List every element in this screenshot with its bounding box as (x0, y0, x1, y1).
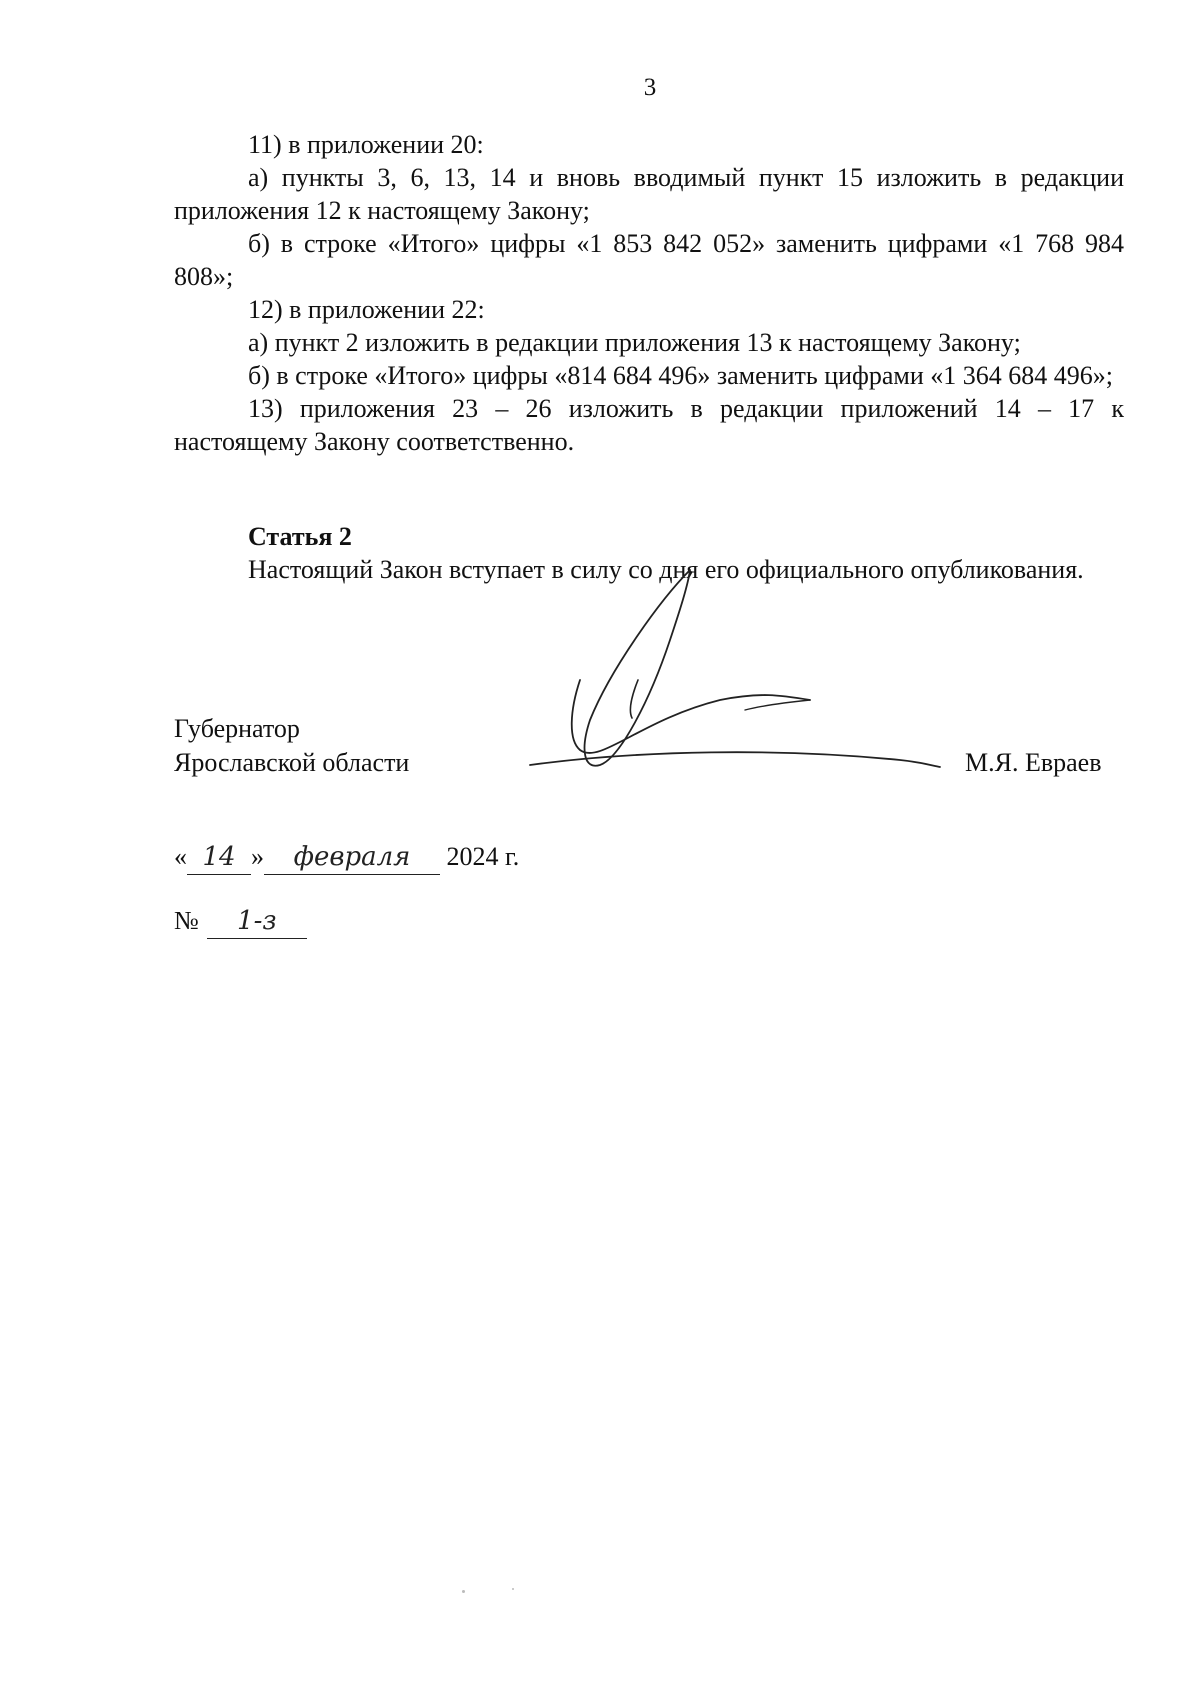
scan-artifact (512, 1588, 514, 1590)
signature-image (520, 560, 1000, 810)
page-number: 3 (643, 74, 657, 101)
paragraph-12a: а) пункт 2 изложить в редакции приложения 13 к настоящему Закону; (248, 328, 1021, 357)
paragraph-13: 13) приложения 23 – 26 изложить в редакции приложений 14 – 17 к настоящему Закону соответственно. (174, 394, 1124, 456)
law-number-value: 1-з (207, 904, 307, 939)
paragraph-12: 12) в приложении 22: (248, 295, 485, 324)
signing-date (174, 840, 519, 875)
signatory-position-line1: Губернатор (174, 714, 300, 743)
date-open-quote: « (174, 842, 187, 871)
law-number (174, 904, 307, 939)
date-month: февраля (264, 840, 440, 875)
article-text: Настоящий Закон вступает в силу со дня его официального опубликования. (248, 555, 1084, 584)
article-title: Статья 2 (248, 522, 352, 551)
paragraph-11a: а) пункты 3, 6, 13, 14 и вновь вводимый пункт 15 изложить в редакции приложения 12 к настоящему Закону; (174, 163, 1124, 225)
paragraph-11b: б) в строке «Итого» цифры «1 853 842 052» заменить цифрами «1 768 984 808»; (174, 229, 1124, 291)
date-close-quote: » (251, 842, 264, 871)
paragraph-11: 11) в приложении 20: (248, 130, 484, 159)
date-day: 14 (187, 840, 251, 875)
signatory-name: М.Я. Евраев (965, 748, 1102, 777)
scan-artifact (462, 1590, 465, 1593)
law-number-label: № (174, 906, 199, 935)
signatory-position (174, 712, 409, 780)
signatory-position-line2: Ярославской области (174, 748, 410, 777)
date-year: 2024 г. (446, 842, 520, 871)
paragraph-12b: б) в строке «Итого» цифры «814 684 496» заменить цифрами «1 364 684 496»; (248, 361, 1114, 390)
amendments-list (174, 128, 1124, 458)
